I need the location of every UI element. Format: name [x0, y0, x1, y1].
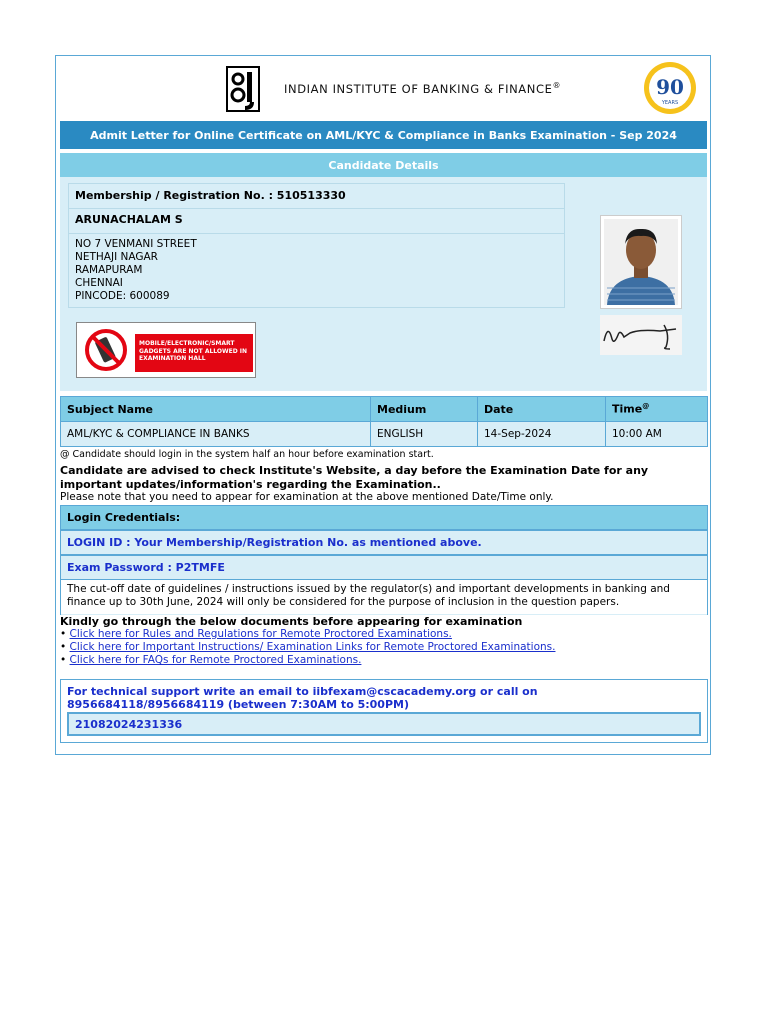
membership-number: Membership / Registration No. : 510513330	[75, 189, 346, 202]
reference-number-box	[67, 712, 701, 736]
institute-name: INDIAN INSTITUTE OF BANKING & FINANCE®	[284, 81, 562, 96]
header-date: Date	[478, 397, 606, 422]
candidate-info-box	[68, 183, 565, 308]
support-text: For technical support write an email to iibfexam@cscacademy.org or call on 8956684118/8956684119 (between 7:30AM to 5:00PM)	[67, 685, 538, 711]
subject-name: AML/KYC & COMPLIANCE IN BANKS	[61, 422, 371, 447]
login-time-note: @ Candidate should login in the system half an hour before examination start.	[60, 449, 434, 460]
reference-number: 21082024231336	[75, 717, 183, 731]
no-gadgets-notice	[76, 322, 256, 378]
subject-time: 10:00 AM	[606, 422, 708, 447]
header-time: Time@	[606, 397, 708, 422]
candidate-details-heading: Candidate Details	[60, 153, 707, 177]
list-item: • Click here for FAQs for Remote Proctored Examinations.	[60, 654, 362, 666]
svg-text:YEARS: YEARS	[661, 100, 679, 106]
candidate-address: NO 7 VENMANI STREET NETHAJI NAGAR RAMAPURAM CHENNAI PINCODE: 600089	[75, 238, 197, 302]
candidate-signature	[600, 315, 682, 355]
svg-text:90: 90	[656, 75, 684, 99]
subject-date: 14-Sep-2024	[478, 422, 606, 447]
appear-note: Please note that you need to appear for examination at the above mentioned Date/Time only.	[60, 491, 554, 503]
header-subject: Subject Name	[61, 397, 371, 422]
support-box	[60, 679, 708, 743]
login-heading-row	[60, 505, 708, 530]
ninety-years-badge	[640, 60, 700, 116]
documents-heading: Kindly go through the below documents before appearing for examination	[60, 615, 523, 628]
candidate-name: ARUNACHALAM S	[75, 213, 183, 226]
table-row	[61, 422, 708, 447]
login-id: LOGIN ID : Your Membership/Registration No. as mentioned above.	[67, 536, 482, 549]
exam-title-bar: Admit Letter for Online Certificate on AML/KYC & Compliance in Banks Examination - Sep 2024	[60, 121, 707, 149]
notice-text: MOBILE/ELECTRONIC/SMART GADGETS ARE NOT ALLOWED IN EXAMINATION HALL	[139, 340, 248, 362]
table-header-row	[61, 397, 708, 422]
cutoff-note: The cut-off date of guidelines / instructions issued by the regulator(s) and important developments in banking and finance up to 30th June, 2024 will only be considered for the purpose of inclusion in the question papers.	[60, 580, 708, 614]
exam-password: Exam Password : P2TMFE	[67, 561, 225, 574]
documents-section	[60, 615, 708, 667]
list-item: • Click here for Rules and Regulations for Remote Proctored Examinations.	[60, 628, 452, 640]
rules-link[interactable]: Click here for Rules and Regulations for Remote Proctored Examinations.	[69, 628, 452, 640]
subject-medium: ENGLISH	[371, 422, 478, 447]
header-medium: Medium	[371, 397, 478, 422]
instructions-link[interactable]: Click here for Important Instructions/ Examination Links for Remote Proctored Examinations.	[69, 641, 556, 653]
login-id-row	[60, 530, 708, 555]
name-row	[69, 208, 564, 234]
login-heading: Login Credentials:	[67, 511, 181, 524]
membership-row	[69, 184, 564, 209]
iibf-logo	[226, 66, 260, 112]
list-item: • Click here for Important Instructions/ Examination Links for Remote Proctored Examinations.	[60, 641, 556, 653]
website-advice: Candidate are advised to check Institute's Website, a day before the Examination Date for any important updates/information's regarding the Examination..	[60, 464, 649, 491]
candidate-photo	[600, 215, 682, 309]
password-row	[60, 555, 708, 580]
subject-table	[60, 396, 708, 447]
faq-link[interactable]: Click here for FAQs for Remote Proctored Examinations.	[69, 654, 362, 666]
